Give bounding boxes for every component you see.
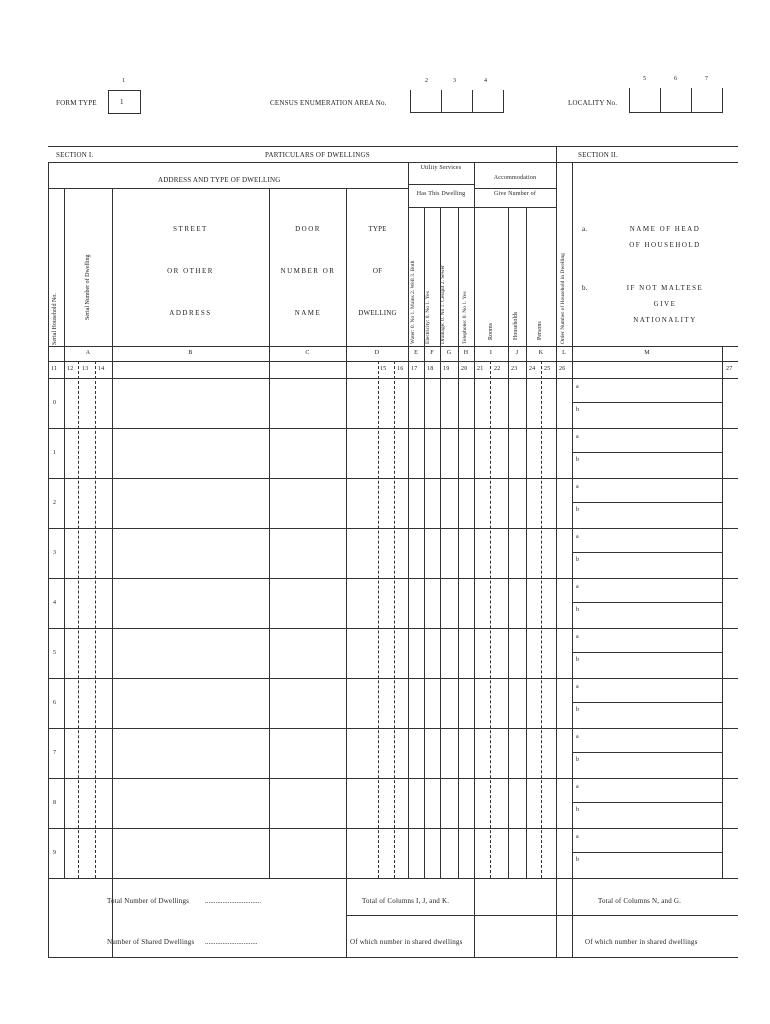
row-number: 7 (53, 750, 57, 756)
telephone-header: Telephone: 0. No 1. Yes (462, 291, 468, 344)
street-cell[interactable] (112, 379, 268, 427)
address-title: ADDRESS AND TYPE OF DWELLING (158, 176, 281, 184)
if-not-2: GIVE (653, 300, 677, 308)
locality-label: LOCALITY No. (568, 99, 618, 107)
column-number-22: 22 (494, 366, 501, 372)
utility-title: Utility Services (420, 165, 462, 171)
row-a-label: a (576, 434, 579, 440)
letter-row-top (48, 346, 738, 347)
row-number: 9 (53, 850, 57, 856)
row-divider (48, 878, 738, 879)
column-letter-c: C (305, 350, 310, 356)
locality-col-5: 5 (643, 76, 647, 82)
column-letter-a: A (85, 350, 91, 356)
footer-bottom (48, 957, 738, 958)
of-which-shared-2: Of which number in shared dwellings (585, 938, 698, 946)
row-a-label: a (576, 784, 579, 790)
nationality-cell[interactable] (586, 403, 721, 427)
census-col-4: 4 (484, 78, 488, 84)
row-number: 4 (53, 600, 57, 606)
head-name-cell[interactable] (586, 429, 721, 451)
row-number: 8 (53, 800, 57, 806)
column-number-11: 11 (51, 366, 58, 372)
column-number-24: 24 (529, 366, 536, 372)
street-header-3: ADDRESS (169, 309, 212, 317)
nationality-cell[interactable] (586, 453, 721, 477)
row-number: 2 (53, 500, 57, 506)
column-letter-k: K (538, 350, 544, 356)
door-cell[interactable] (269, 779, 345, 827)
column-number-20: 20 (461, 366, 468, 372)
persons-header: Persons (537, 321, 543, 340)
section2-label: SECTION II. (578, 151, 618, 159)
door-cell[interactable] (269, 729, 345, 777)
column-number-19: 19 (443, 366, 450, 372)
row-b-label: b (576, 757, 580, 763)
door-cell[interactable] (269, 579, 345, 627)
nationality-cell[interactable] (586, 803, 721, 827)
column-letter-d: D (374, 350, 380, 356)
shared-dwellings-label: Number of Shared Dwellings (107, 938, 195, 946)
head-name-cell[interactable] (586, 729, 721, 751)
census-area-label: CENSUS ENUMERATION AREA No. (270, 99, 387, 107)
row-b-label: b (576, 657, 580, 663)
head-name-cell[interactable] (586, 679, 721, 701)
row-b-label: b (576, 557, 580, 563)
form-type-value: 1 (120, 98, 124, 106)
column-letter-l: L (562, 350, 566, 356)
head-name-cell[interactable] (586, 779, 721, 801)
door-header-1: DOOR (295, 225, 321, 233)
door-cell[interactable] (269, 479, 345, 527)
door-cell[interactable] (269, 829, 345, 877)
locality-col-7: 7 (705, 76, 709, 82)
head-name-cell[interactable] (586, 529, 721, 551)
type-header-1: TYPE (368, 225, 387, 233)
nationality-cell[interactable] (586, 703, 721, 727)
census-col-2: 2 (425, 78, 429, 84)
nationality-cell[interactable] (586, 853, 721, 877)
row-b-label: b (576, 607, 580, 613)
address-rule (48, 188, 408, 189)
table-top-rule (48, 146, 738, 147)
row-b-label: b (576, 457, 580, 463)
section2-a: a. (582, 225, 588, 233)
column-number-17: 17 (411, 366, 418, 372)
row-a-label: a (576, 834, 579, 840)
row-number: 5 (53, 650, 57, 656)
row-b-label: b (576, 707, 580, 713)
column-letter-m: M (644, 350, 650, 356)
serial-household-header: Serial Household No. (52, 293, 58, 345)
column-letter-i: I (489, 350, 493, 356)
column-number-25: 25 (544, 366, 551, 372)
column-number-18: 18 (427, 366, 434, 372)
street-header-1: STREET (173, 225, 208, 233)
door-header-2: NUMBER OR (280, 267, 336, 275)
column-number-14: 14 (98, 366, 105, 372)
street-cell[interactable] (112, 679, 268, 727)
column-letter-f: F (430, 350, 434, 356)
column-number-13: 13 (82, 366, 89, 372)
door-cell[interactable] (269, 679, 345, 727)
row-b-label: b (576, 407, 580, 413)
serial-dwelling-header: Serial Number of Dwelling (85, 254, 91, 320)
door-cell[interactable] (269, 429, 345, 477)
give-number: Give Number of (493, 191, 537, 197)
column-number-23: 23 (511, 366, 518, 372)
head-name-cell[interactable] (586, 579, 721, 601)
column-letter-e: E (414, 350, 418, 356)
section-rule (48, 162, 738, 163)
census-area-box[interactable] (410, 90, 504, 113)
row-number: 6 (53, 700, 57, 706)
row-a-label: a (576, 734, 579, 740)
head-name-cell[interactable] (586, 829, 721, 851)
column-letter-b: B (188, 350, 193, 356)
street-cell[interactable] (112, 829, 268, 877)
row-number: 3 (53, 550, 57, 556)
head-name-cell[interactable] (586, 379, 721, 401)
type-header-2: OF (372, 267, 383, 275)
street-cell[interactable] (112, 729, 268, 777)
section2-b: b. (582, 284, 588, 292)
door-cell[interactable] (269, 379, 345, 427)
order-number-header: Order Number of Household in Dwelling (560, 253, 566, 344)
nationality-cell[interactable] (586, 753, 721, 777)
row-a-label: a (576, 584, 579, 590)
total-cols-ijk: Total of Columns I, J, and K. (362, 897, 450, 905)
column-number-15: 15 (380, 366, 387, 372)
row-a-label: a (576, 684, 579, 690)
section1-label: SECTION I. (56, 151, 94, 159)
row-a-label: a (576, 634, 579, 640)
accommodation-title: Accommodation (493, 175, 537, 181)
nationality-cell[interactable] (586, 503, 721, 527)
of-which-shared: Of which number in shared dwellings (350, 938, 463, 946)
census-col-3: 3 (453, 78, 457, 84)
electricity-header: Electricity: 0. No 1. Yes (425, 291, 431, 344)
door-header-3: NAME (294, 309, 322, 317)
water-header: Water: 0. No 1. Mains 2. Well 3. Both (410, 260, 416, 344)
column-letter-g: G (446, 350, 452, 356)
row-b-label: b (576, 857, 580, 863)
name-head-1: NAME OF HEAD (629, 225, 701, 233)
locality-box[interactable] (629, 88, 723, 113)
door-cell[interactable] (269, 529, 345, 577)
column-number-16: 16 (397, 366, 404, 372)
form-type-col-number: 1 (122, 78, 126, 84)
street-header-2: OR OTHER (167, 267, 214, 275)
column-number-21: 21 (477, 366, 484, 372)
nationality-cell[interactable] (586, 603, 721, 627)
form-type-label: FORM TYPE (56, 99, 97, 107)
street-cell[interactable] (112, 779, 268, 827)
street-cell[interactable] (112, 429, 268, 477)
has-dwelling: Has This Dwelling (416, 191, 466, 197)
street-cell[interactable] (112, 629, 268, 677)
head-name-cell[interactable] (586, 479, 721, 501)
drainage-header: Drainage: 0. No 1. Cesspit 2. Sewer (440, 265, 446, 344)
type-header-3: DWELLING (358, 309, 397, 317)
head-name-cell[interactable] (586, 629, 721, 651)
street-cell[interactable] (112, 529, 268, 577)
section1-title: PARTICULARS OF DWELLINGS (265, 151, 370, 159)
row-a-label: a (576, 534, 579, 540)
street-cell[interactable] (112, 579, 268, 627)
column-letter-j: J (515, 350, 519, 356)
nationality-cell[interactable] (586, 553, 721, 577)
row-b-label: b (576, 807, 580, 813)
number-row-top (48, 361, 738, 362)
if-not-1: IF NOT MALTESE (626, 284, 704, 292)
street-cell[interactable] (112, 479, 268, 527)
column-number-26: 26 (559, 366, 566, 372)
total-dwellings-label: Total Number of Dwellings (107, 897, 190, 905)
column-number-12: 12 (67, 366, 74, 372)
column-number-27: 27 (726, 366, 733, 372)
name-head-2: OF HOUSEHOLD (629, 241, 701, 249)
rooms-header: Rooms (488, 322, 494, 340)
column-letter-h: H (463, 350, 469, 356)
if-not-3: NATIONALITY (633, 316, 697, 324)
door-cell[interactable] (269, 629, 345, 677)
nationality-cell[interactable] (586, 653, 721, 677)
form-type-box[interactable] (108, 90, 141, 114)
row-a-label: a (576, 484, 579, 490)
total-cols-ng: Total of Columns N, and G. (598, 897, 682, 905)
row-a-label: a (576, 384, 579, 390)
row-number: 1 (53, 450, 57, 456)
locality-col-6: 6 (674, 76, 678, 82)
row-number: 0 (53, 400, 57, 406)
row-b-label: b (576, 507, 580, 513)
households-header: Households (513, 311, 519, 340)
